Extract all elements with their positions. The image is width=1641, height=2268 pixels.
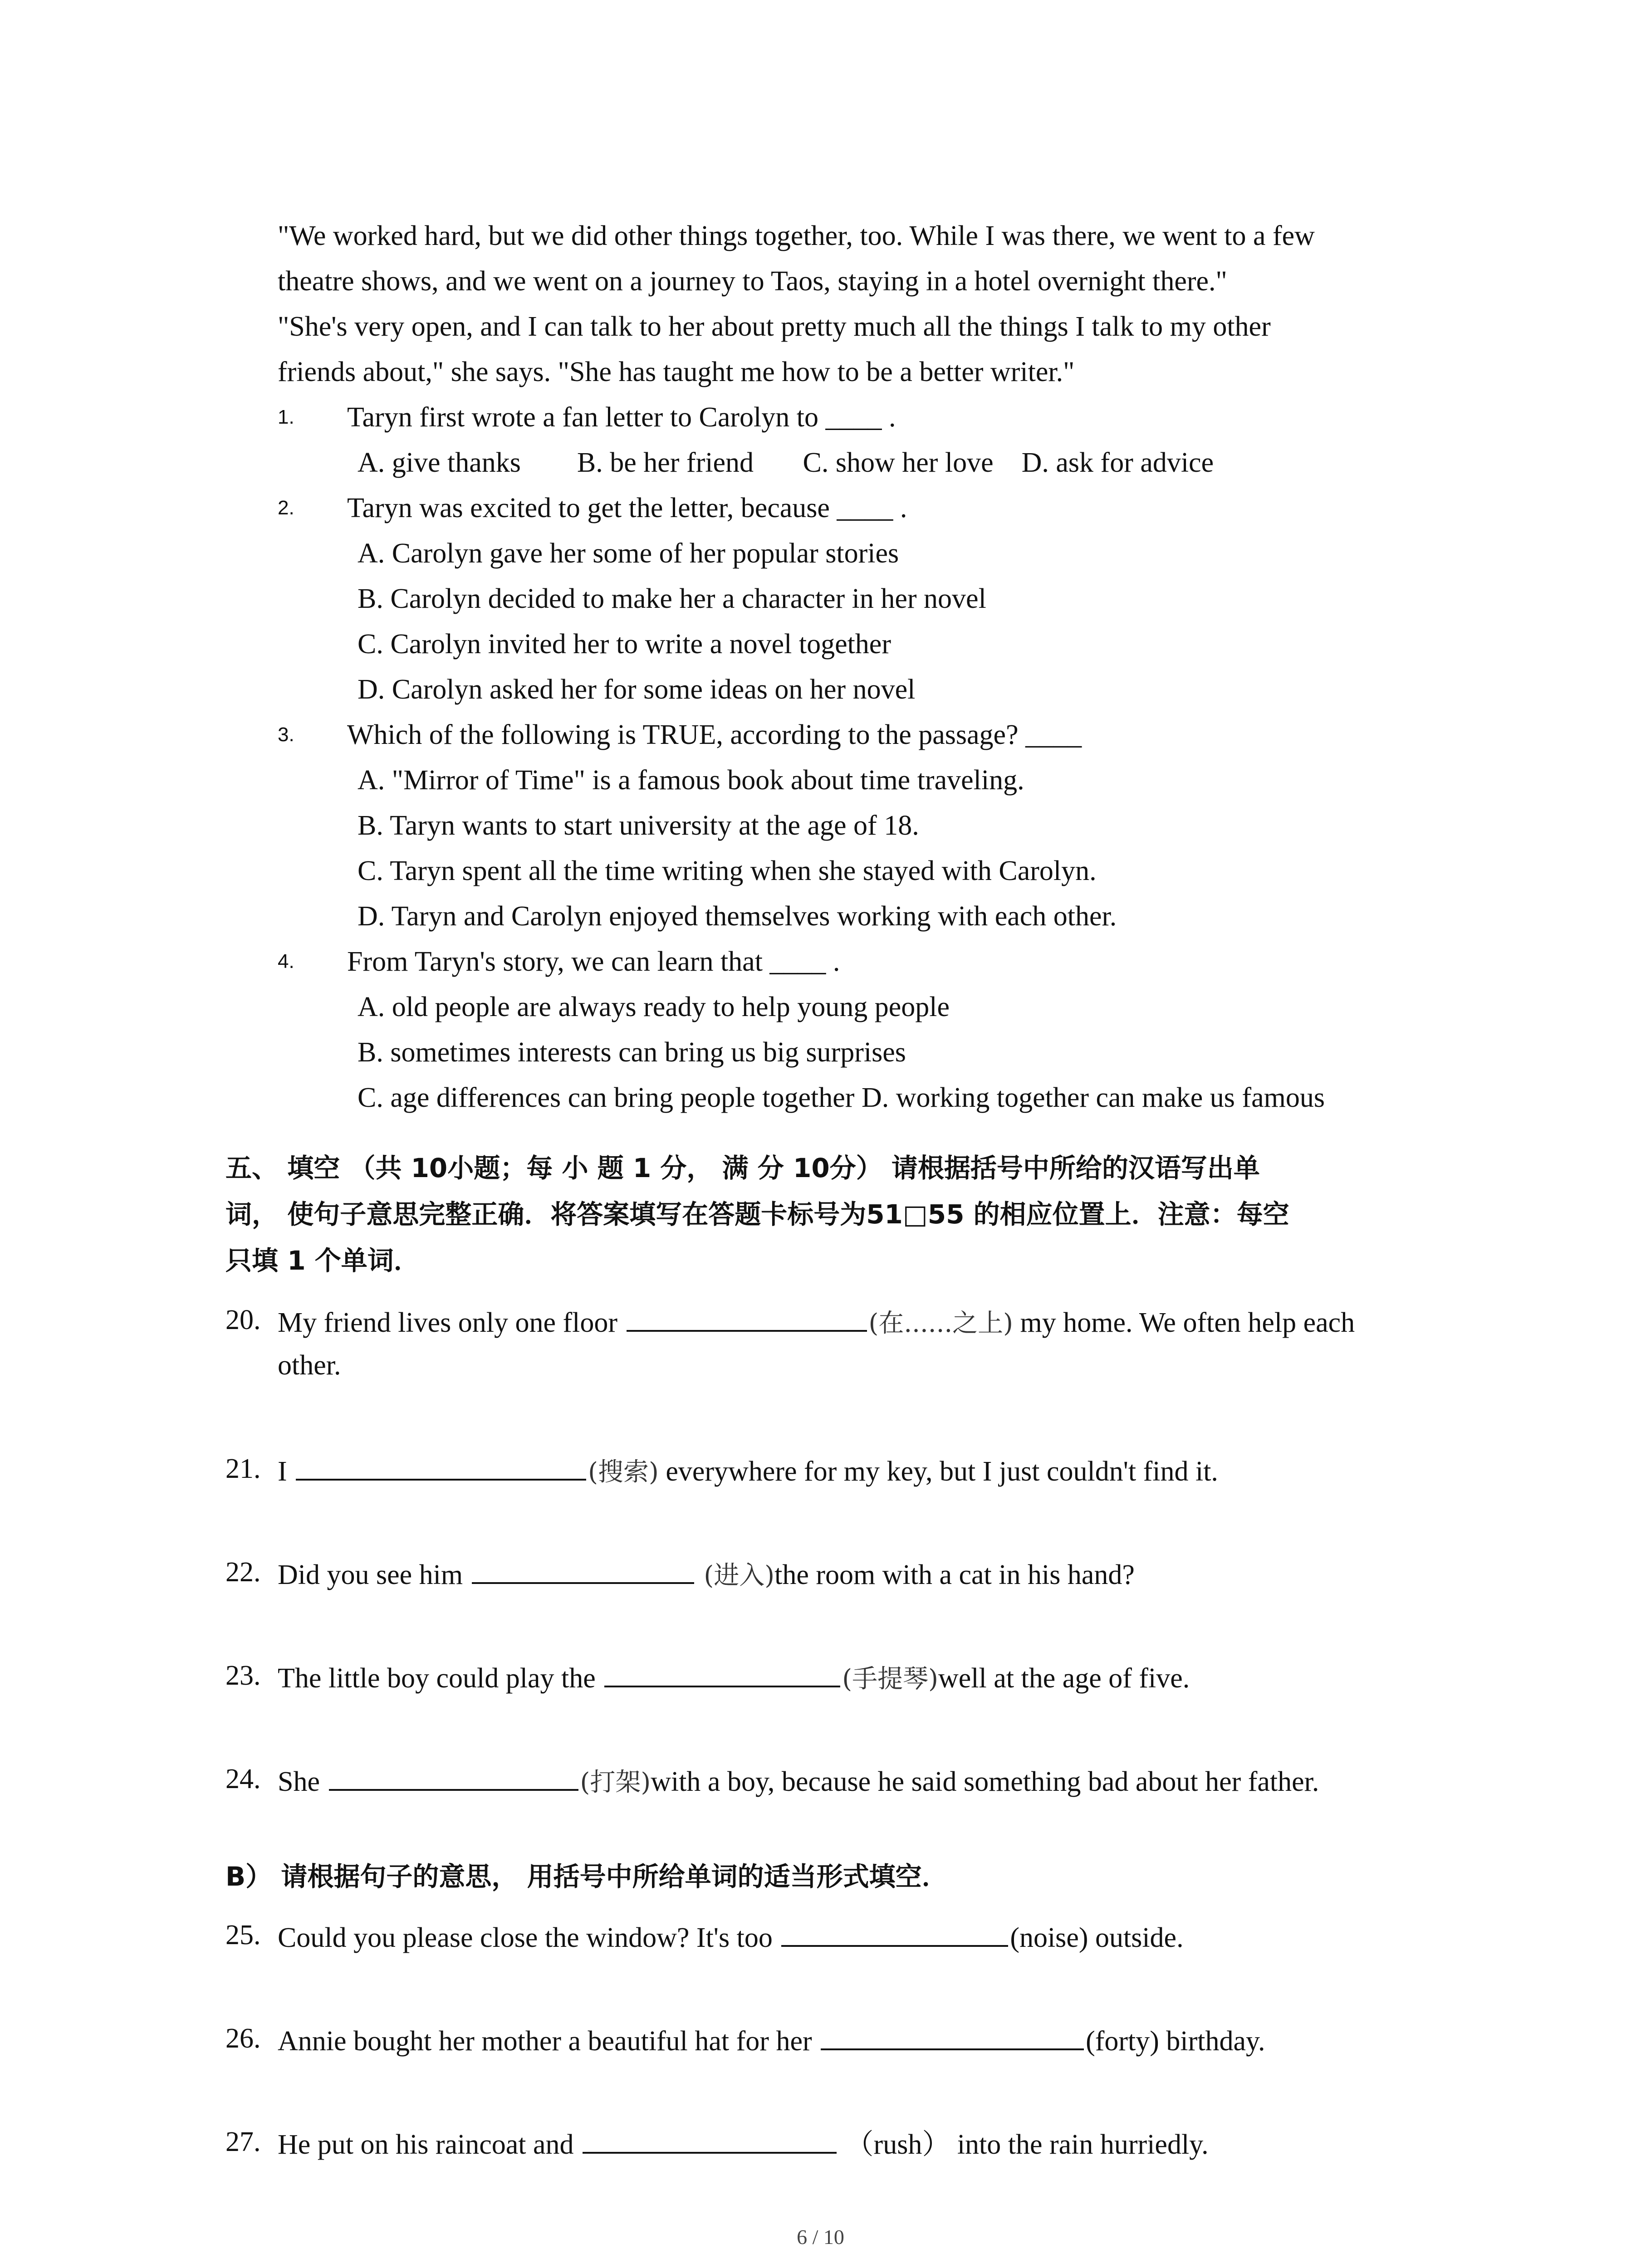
item-text: Annie bought her mother a beautiful hat for her <box>278 2026 812 2057</box>
item-text: Could you please close the window? It's too <box>278 1922 773 1953</box>
item-number: 20. <box>225 1305 261 1335</box>
question-stem: From Taryn's story, we can learn that ____ . <box>347 946 840 977</box>
question-option: A. old people are always ready to help young people <box>358 992 950 1022</box>
question-option: A. "Mirror of Time" is a famous book about time traveling. <box>358 765 1024 796</box>
answer-blank[interactable] <box>604 1658 840 1687</box>
answer-blank[interactable] <box>821 2021 1084 2050</box>
item-hint: (进入) <box>696 1561 775 1590</box>
question-option: B. sometimes interests can bring us big surprises <box>358 1037 906 1068</box>
question-number: 2. <box>278 497 294 519</box>
question-number: 4. <box>278 950 294 973</box>
item-text: my home. We often help each <box>1013 1307 1355 1338</box>
question-options: A. give thanks B. be her friend C. show her love D. ask for advice <box>358 447 1214 478</box>
section-b-heading: B） 请根据句子的意思， 用括号中所给单词的适当形式填空． <box>225 1861 948 1892</box>
question-number: 3. <box>278 723 294 746</box>
question-stem: Taryn was excited to get the letter, because ____ . <box>347 493 907 523</box>
fill-item <box>278 2021 1265 2058</box>
item-text: with a boy, because he said something bad about her father. <box>651 1766 1319 1797</box>
fill-item <box>278 1762 1319 1800</box>
section-heading: 只填 1 个单词． <box>225 1245 420 1276</box>
answer-blank[interactable] <box>296 1452 586 1481</box>
item-text: The little boy could play the <box>278 1663 596 1694</box>
item-text: I <box>278 1456 287 1487</box>
section-heading: 词， 使句子意思完整正确．将答案填写在答题卡标号为51□55 的相应位置上．注意：每空 <box>225 1199 1289 1230</box>
item-hint: (手提琴) <box>842 1664 938 1694</box>
item-hint: (搜索) <box>588 1457 659 1487</box>
item-text: （rush） into the rain hurriedly. <box>838 2129 1209 2160</box>
question-option: C. Taryn spent all the time writing when she stayed with Carolyn. <box>358 855 1097 886</box>
item-text: the room with a cat in his hand? <box>774 1559 1135 1590</box>
passage-line: theatre shows, and we went on a journey to Taos, staying in a hotel overnight there." <box>278 266 1227 297</box>
question-option: C. Carolyn invited her to write a novel together <box>358 629 891 660</box>
item-number: 27. <box>225 2126 261 2157</box>
question-option: B. Carolyn decided to make her a character in her novel <box>358 583 986 614</box>
fill-item <box>278 1452 1218 1490</box>
answer-blank[interactable] <box>329 1762 578 1791</box>
item-text: She <box>278 1766 320 1797</box>
item-text: (forty) birthday. <box>1086 2026 1265 2057</box>
passage-line: friends about," she says. "She has taught me how to be a better writer." <box>278 357 1075 387</box>
fill-item <box>278 1918 1184 1955</box>
question-option: C. age differences can bring people together D. working together can make us famous <box>358 1082 1325 1113</box>
answer-blank[interactable] <box>472 1555 694 1584</box>
answer-blank[interactable] <box>627 1303 867 1332</box>
item-number: 26. <box>225 2023 261 2054</box>
question-stem: Taryn first wrote a fan letter to Carolyn to ____ . <box>347 402 896 433</box>
question-option: D. Carolyn asked her for some ideas on her novel <box>358 674 916 705</box>
passage-line: "She's very open, and I can talk to her about pretty much all the things I talk to my other <box>278 311 1271 342</box>
item-hint: (在......之上) <box>868 1309 1014 1338</box>
page-number: 6 / 10 <box>797 2225 844 2248</box>
item-text: He put on his raincoat and <box>278 2129 574 2160</box>
item-number: 21. <box>225 1453 261 1484</box>
answer-blank[interactable] <box>781 1918 1008 1947</box>
item-number: 25. <box>225 1920 261 1950</box>
item-number: 24. <box>225 1764 261 1794</box>
question-number: 1. <box>278 406 294 428</box>
answer-blank[interactable] <box>583 2125 837 2154</box>
item-hint: (打架) <box>580 1768 651 1797</box>
item-continuation: other. <box>278 1350 341 1381</box>
fill-item <box>278 2125 1209 2162</box>
passage-line: "We worked hard, but we did other things together, too. While I was there, we went to a few <box>278 220 1315 251</box>
question-option: B. Taryn wants to start university at the age of 18. <box>358 810 919 841</box>
question-option: D. Taryn and Carolyn enjoyed themselves working with each other. <box>358 901 1117 932</box>
fill-item <box>278 1658 1190 1696</box>
question-stem: Which of the following is TRUE, according to the passage? ____ <box>347 719 1082 750</box>
section-heading: 五、 填空 （共 10小题；每 小 题 1 分， 满 分 10分） 请根据括号中所给的汉语写出单 <box>225 1153 1260 1183</box>
item-number: 22. <box>225 1557 261 1588</box>
item-text: everywhere for my key, but I just couldn't find it. <box>658 1456 1218 1487</box>
fill-item <box>278 1303 1355 1341</box>
item-text: My friend lives only one floor <box>278 1307 618 1338</box>
item-number: 23. <box>225 1660 261 1691</box>
item-text: (noise) outside. <box>1010 1922 1184 1953</box>
fill-item <box>278 1555 1135 1593</box>
question-option: A. Carolyn gave her some of her popular stories <box>358 538 899 569</box>
item-text: Did you see him <box>278 1559 463 1590</box>
item-text: well at the age of five. <box>938 1663 1190 1694</box>
